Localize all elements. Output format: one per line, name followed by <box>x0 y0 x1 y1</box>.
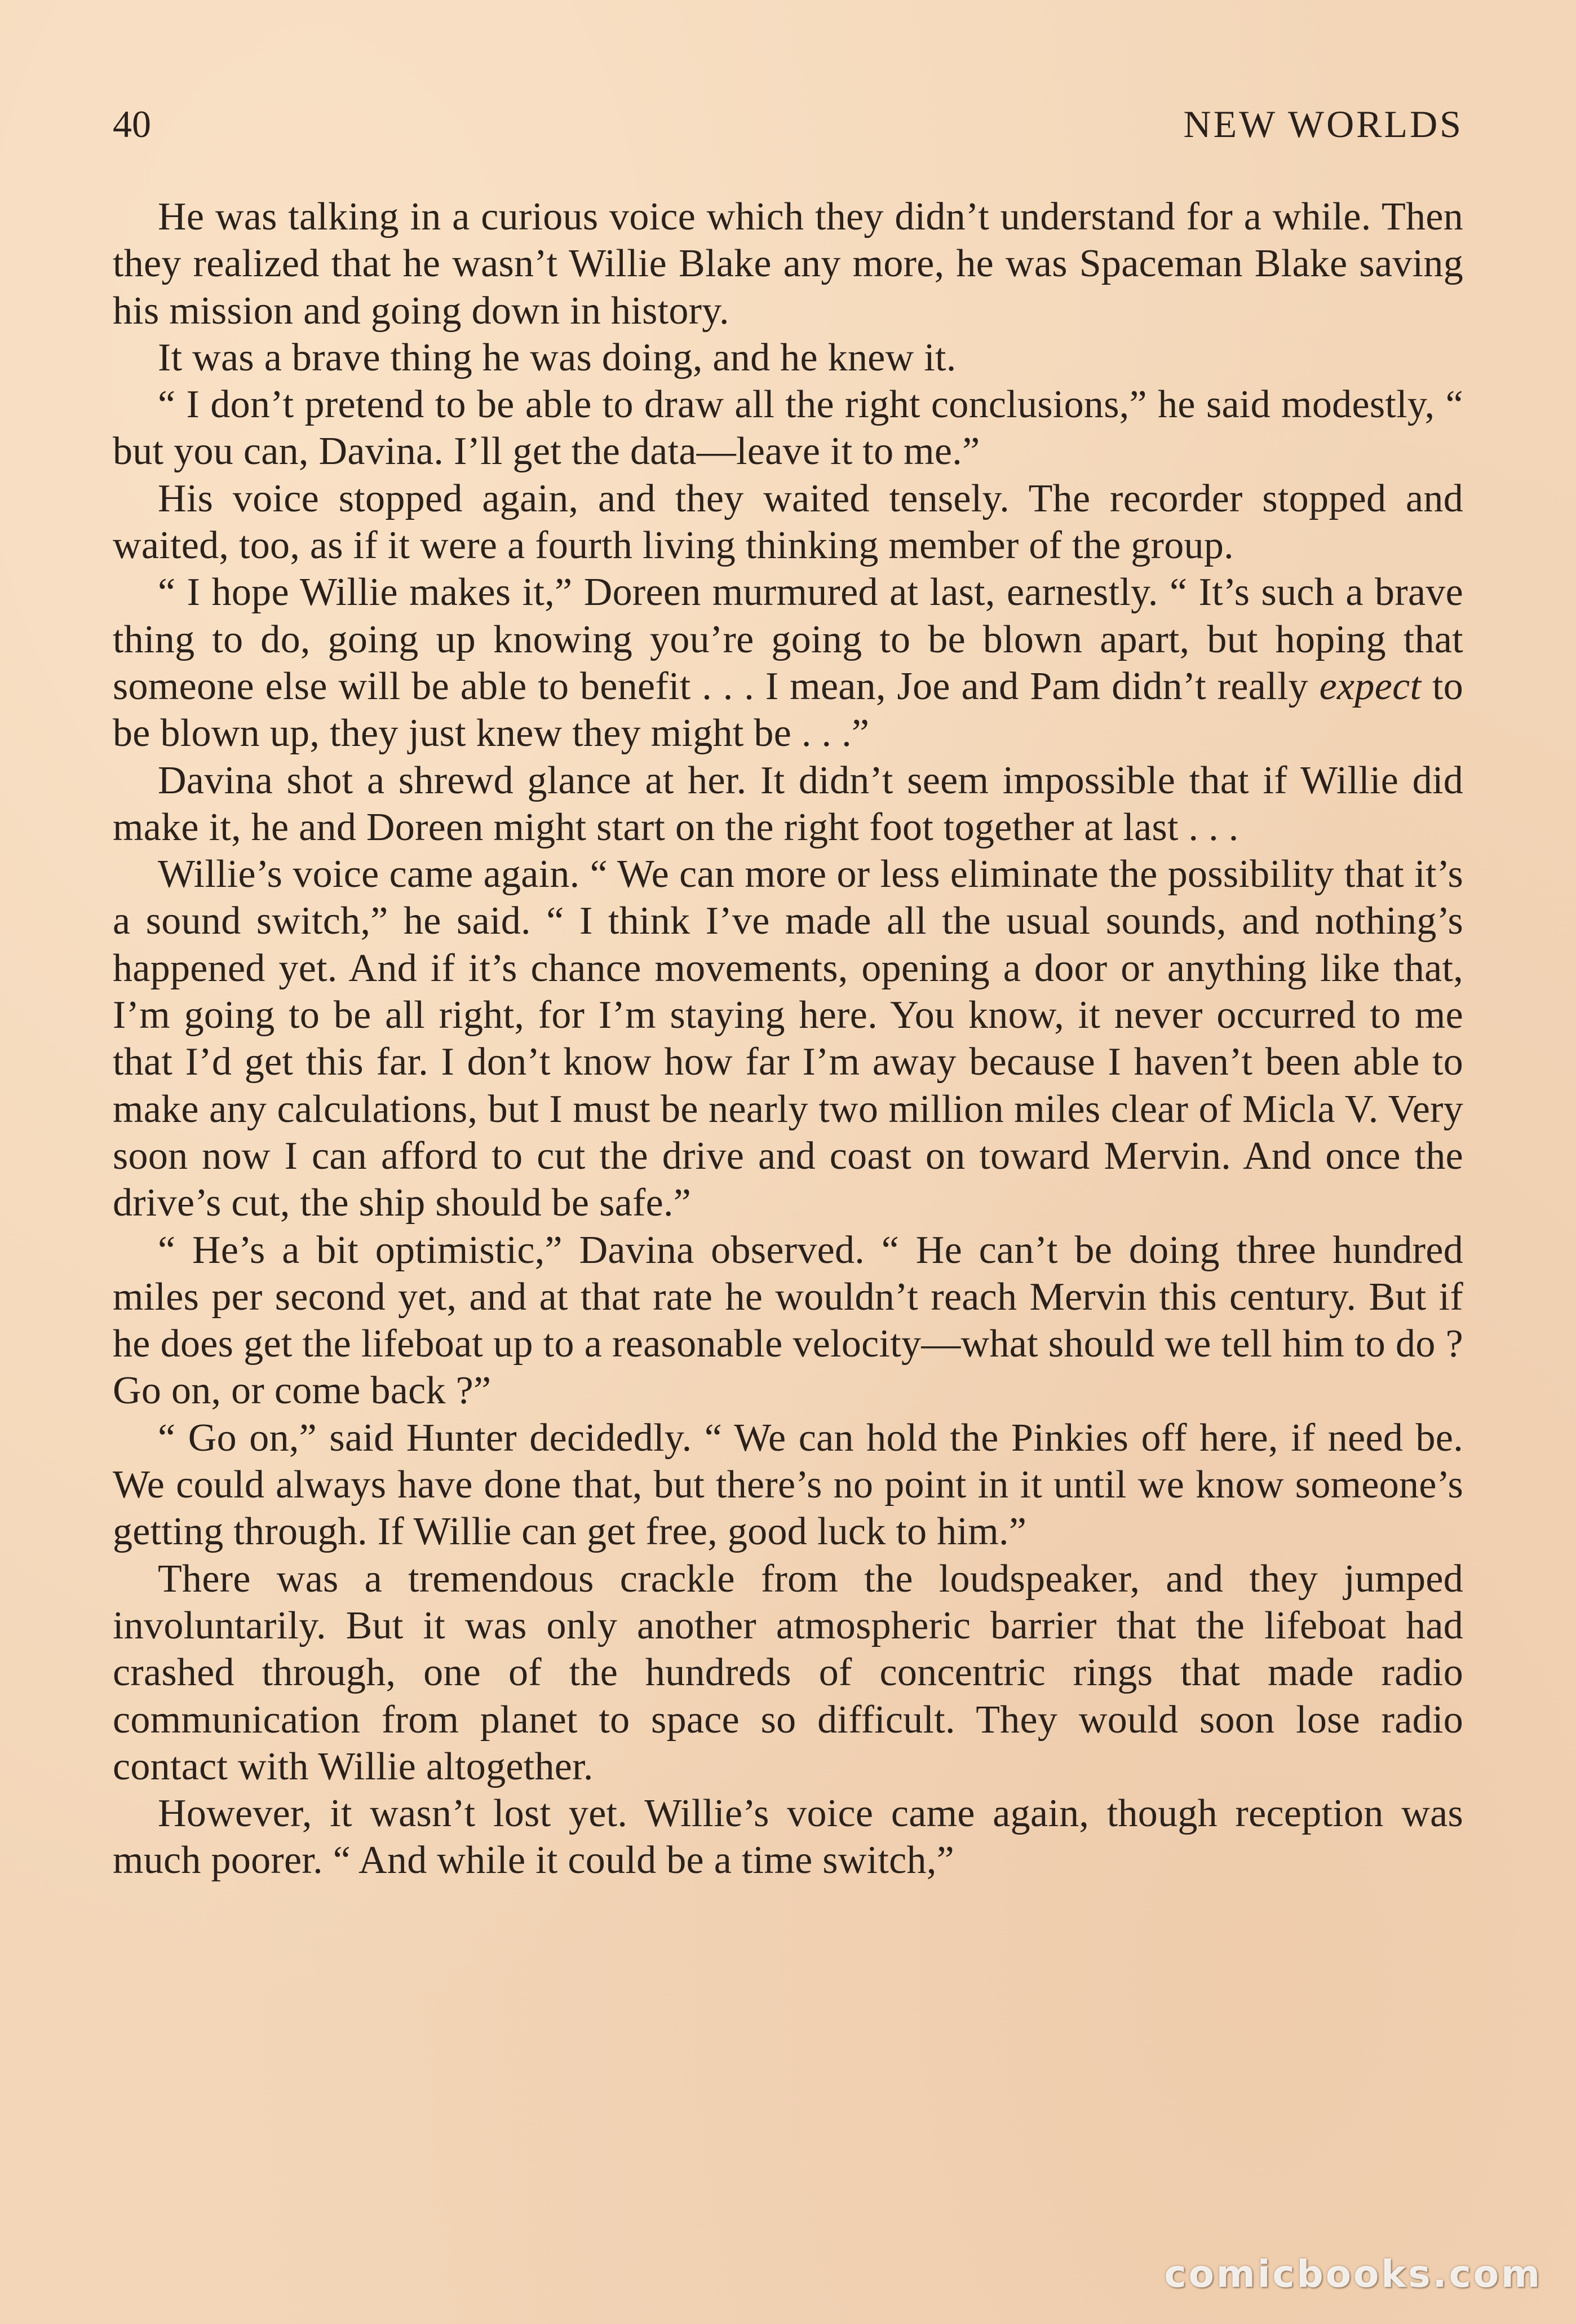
paragraph-text: “ I don’t pretend to be able to draw all the right conclusions,” he said modestly, “ but you can, Davina. I’ll get the data—leave it to me.” <box>113 383 1463 474</box>
paragraph-text: However, it wasn’t lost yet. Willie’s voice came again, though reception was much poorer. “ And while it could be a time switch,” <box>113 1792 1463 1883</box>
paragraph <box>113 1415 1463 1556</box>
paragraph <box>113 569 1463 757</box>
emphasis-text: expect <box>1319 664 1422 708</box>
paragraph <box>113 475 1463 569</box>
paragraph-text: “ He’s a bit optimistic,” Davina observed. “ He can’t be doing three hundred miles per second yet, and at that rate he wouldn’t reach Mervin this century. But if he does get the lifeboat up to a reasonable velocity—what should we tell him to do ? Go on, or come back ?” <box>113 1228 1463 1413</box>
paragraph-text: It was a brave thing he was doing, and he knew it. <box>158 335 957 379</box>
paragraph-text: He was talking in a curious voice which they didn’t understand for a while. Then they realized that he wasn’t Willie Blake any more, he was Spaceman Blake saving his mission and going down in history. <box>113 195 1463 333</box>
paragraph-text: “ Go on,” said Hunter decidedly. “ We can hold the Pinkies off here, if need be. We could always have done that, but there’s no point in it until we know someone’s getting through. If Willie can get free, good luck to him.” <box>113 1416 1463 1554</box>
paragraph-text: Willie’s voice came again. “ We can more or less eliminate the possibility that it’s a sound switch,” he said. “ I think I’ve made all the usual sounds, and nothing’s happened yet. And if it’s chance movements, opening a door or anything like that, I’m going to be all right, for I’m staying here. You know, it never occurred to me that I’d get this far. I don’t know how far I’m away because I haven’t been able to make any calculations, but I must be nearly two million miles clear of Micla V. Very soon now I can afford to cut the drive and coast on toward Mervin. And once the drive’s cut, the ship should be safe.” <box>113 852 1463 1225</box>
running-head: NEW WORLDS <box>1183 103 1463 145</box>
paragraph <box>113 334 1463 381</box>
page-header <box>113 96 1463 152</box>
paragraph-text: to be blown up, they just knew they might be . . .” <box>113 664 1463 755</box>
paragraph <box>113 851 1463 1226</box>
paragraph-text: Davina shot a shrewd glance at her. It didn’t seem impossible that if Willie did make it, he and Doreen might start on the right foot together at last . . . <box>113 758 1463 849</box>
paragraph <box>113 193 1463 334</box>
page-number: 40 <box>113 103 151 145</box>
body-text <box>113 193 1463 1884</box>
paragraph-text: There was a tremendous crackle from the loudspeaker, and they jumped involuntarily. But it was only another atmospheric barrier that the lifeboat had crashed through, one of the hundreds of concentric rings that made radio communication from planet to space so difficult. They would soon lose radio contact with Willie altogether. <box>113 1557 1463 1788</box>
paragraph <box>113 381 1463 475</box>
paragraph <box>113 757 1463 851</box>
watermark: comicbooks.com <box>1164 2252 1542 2296</box>
paragraph <box>113 1227 1463 1415</box>
paragraph-text: “ I hope Willie makes it,” Doreen murmured at last, earnestly. “ It’s such a brave thing to do, going up knowing you’re going to be blown apart, but hoping that someone else will be able to benefit . . . I mean, Joe and Pam didn’t really <box>113 571 1463 708</box>
paragraph <box>113 1556 1463 1790</box>
paragraph-text: His voice stopped again, and they waited tensely. The recorder stopped and waited, too, as if it were a fourth living thinking member of the group. <box>113 476 1463 568</box>
paragraph <box>113 1790 1463 1884</box>
